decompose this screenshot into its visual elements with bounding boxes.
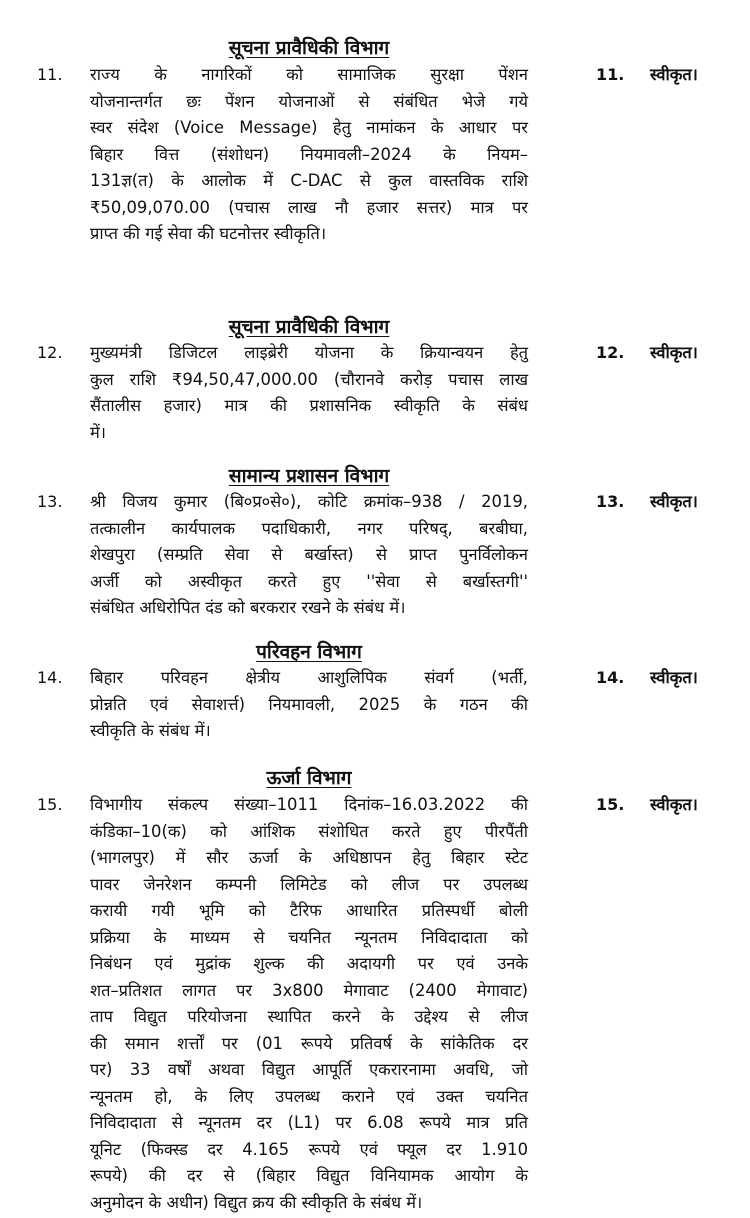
description-line: की समान शर्त्तों पर (01 रूपये प्रतिवर्ष के सांकेतिक दर xyxy=(90,1033,528,1053)
description-line: ताप विद्युत परियोजना स्थापित करने के उद्देश्य से लीज xyxy=(90,1007,528,1026)
description-line: अर्जी को अस्वीकृत करते हुए ''सेवा से बर्खास्तगी'' xyxy=(90,571,528,591)
description-line: स्वर संदेश (Voice Message) हेतु नामांकन के आधार पर xyxy=(90,118,528,137)
description-line: सैंतालीस हजार) मात्र की प्रशासनिक स्वीकृति के संबंध xyxy=(90,396,528,415)
serial-number: 13. xyxy=(37,492,63,511)
approval-status: स्वीकृत। xyxy=(650,795,698,814)
description-line: बिहार परिवहन क्षेत्रीय आशुलिपिक संवर्ग (भर्ती, xyxy=(90,668,528,687)
approval-status: स्वीकृत। xyxy=(650,492,698,511)
approval-status: स्वीकृत। xyxy=(650,65,698,84)
description-line: पर) 33 वर्षों अथवा विद्युत आपूर्ति एकरारनामा अवधि, जो xyxy=(90,1060,528,1079)
item-description xyxy=(90,340,528,446)
result-number: 14. xyxy=(596,668,625,687)
description-line: विभागीय संकल्प संख्या–1011 दिनांक–16.03.2022 की xyxy=(90,795,528,814)
approval-status: स्वीकृत। xyxy=(650,668,698,687)
result-number: 13. xyxy=(596,492,625,511)
department-heading: ऊर्जा विभाग xyxy=(266,767,352,789)
serial-number: 11. xyxy=(37,65,63,84)
description-line: (भागलपुर) में सौर ऊर्जा के अधिष्ठापन हेतु बिहार स्टेट xyxy=(90,848,528,867)
description-line: बिहार वित्त (संशोधन) नियमावली–2024 के नियम– xyxy=(90,144,528,164)
serial-number: 12. xyxy=(37,343,63,362)
description-line: ₹50,09,070.00 (पचास लाख नौ हजार सत्तर) मात्र पर xyxy=(90,197,528,217)
description-line: प्रक्रिया के माध्यम से चयनित न्यूनतम निविदादाता को xyxy=(90,927,528,947)
description-line: में। xyxy=(90,422,107,442)
description-line: कंडिका–10(क) को आंशिक संशोधित करते हुए पीरपैंती xyxy=(90,821,528,841)
department-heading: परिवहन विभाग xyxy=(256,641,362,663)
department-heading: सूचना प्रावैधिकी विभाग xyxy=(228,316,390,338)
description-line: यूनिट (फिक्स्ड दर 4.165 रूपये एवं फ्यूल दर 1.910 xyxy=(90,1139,528,1159)
item-description xyxy=(90,792,528,1216)
item-description xyxy=(90,665,528,745)
serial-number: 14. xyxy=(37,668,63,687)
result-number: 15. xyxy=(596,795,625,814)
description-line: अनुमोदन के अधीन) विद्युत क्रय की स्वीकृति के संबंध में। xyxy=(90,1192,423,1212)
description-line: निबंधन एवं मुद्रांक शुल्क की अदायगी पर एवं उनके xyxy=(90,954,528,973)
department-heading: सामान्य प्रशासन विभाग xyxy=(228,465,390,487)
description-line: योजनान्तर्गत छः पेंशन योजनाओं से संबंधित भेजे गये xyxy=(90,91,528,111)
description-line: शत–प्रतिशत लागत पर 3x800 मेगावाट (2400 मेगावाट) xyxy=(90,980,528,1000)
description-line: संबंधित अधिरोपित दंड को बरकरार रखने के संबंध में। xyxy=(90,598,406,617)
description-line: कुल राशि ₹94,50,47,000.00 (चौरानवे करोड़ पचास लाख xyxy=(90,369,528,389)
description-line: न्यूनतम हो, के लिए उपलब्ध कराने एवं उक्त चयनित xyxy=(90,1086,528,1106)
description-line: श्री विजय कुमार (बि०प्र०से०), कोटि क्रमांक–938 / 2019, xyxy=(90,492,528,511)
description-line: रूपये) की दर से (बिहार विद्युत विनियामक आयोग के xyxy=(90,1166,528,1185)
serial-number: 15. xyxy=(37,795,63,814)
item-description xyxy=(90,489,528,622)
result-number: 12. xyxy=(596,343,625,362)
description-line: राज्य के नागरिकों को सामाजिक सुरक्षा पेंशन xyxy=(90,65,528,84)
description-line: शेखपुरा (सम्प्रति सेवा से बर्खास्त) से प्राप्त पुनर्विलोकन xyxy=(90,545,528,564)
description-line: प्राप्त की गई सेवा की घटनोत्तर स्वीकृति। xyxy=(90,224,327,243)
description-line: 131ज्ञ(त) के आलोक में C-DAC से कुल वास्तविक राशि xyxy=(90,171,528,190)
description-line: स्वीकृति के संबंध में। xyxy=(90,721,211,740)
item-description xyxy=(90,62,528,248)
department-heading: सूचना प्रावैधिकी विभाग xyxy=(228,37,390,59)
description-line: मुख्यमंत्री डिजिटल लाइब्रेरी योजना के क्रियान्वयन हेतु xyxy=(90,343,528,362)
description-line: करायी गयी भूमि को टैरिफ आधारित प्रतिस्पर्धी बोली xyxy=(90,901,528,920)
description-line: पावर जेनरेशन कम्पनी लिमिटेड को लीज पर उपलब्ध xyxy=(90,874,528,894)
approval-status: स्वीकृत। xyxy=(650,343,698,362)
description-line: प्रोन्नति एवं सेवाशर्त्त) नियमावली, 2025 के गठन की xyxy=(90,694,528,714)
description-line: तत्कालीन कार्यपालक पदाधिकारी, नगर परिषद्, बरबीघा, xyxy=(90,518,528,538)
description-line: निविदादाता से न्यूनतम दर (L1) पर 6.08 रूपये मात्र प्रति xyxy=(90,1113,528,1132)
result-number: 11. xyxy=(596,65,625,84)
